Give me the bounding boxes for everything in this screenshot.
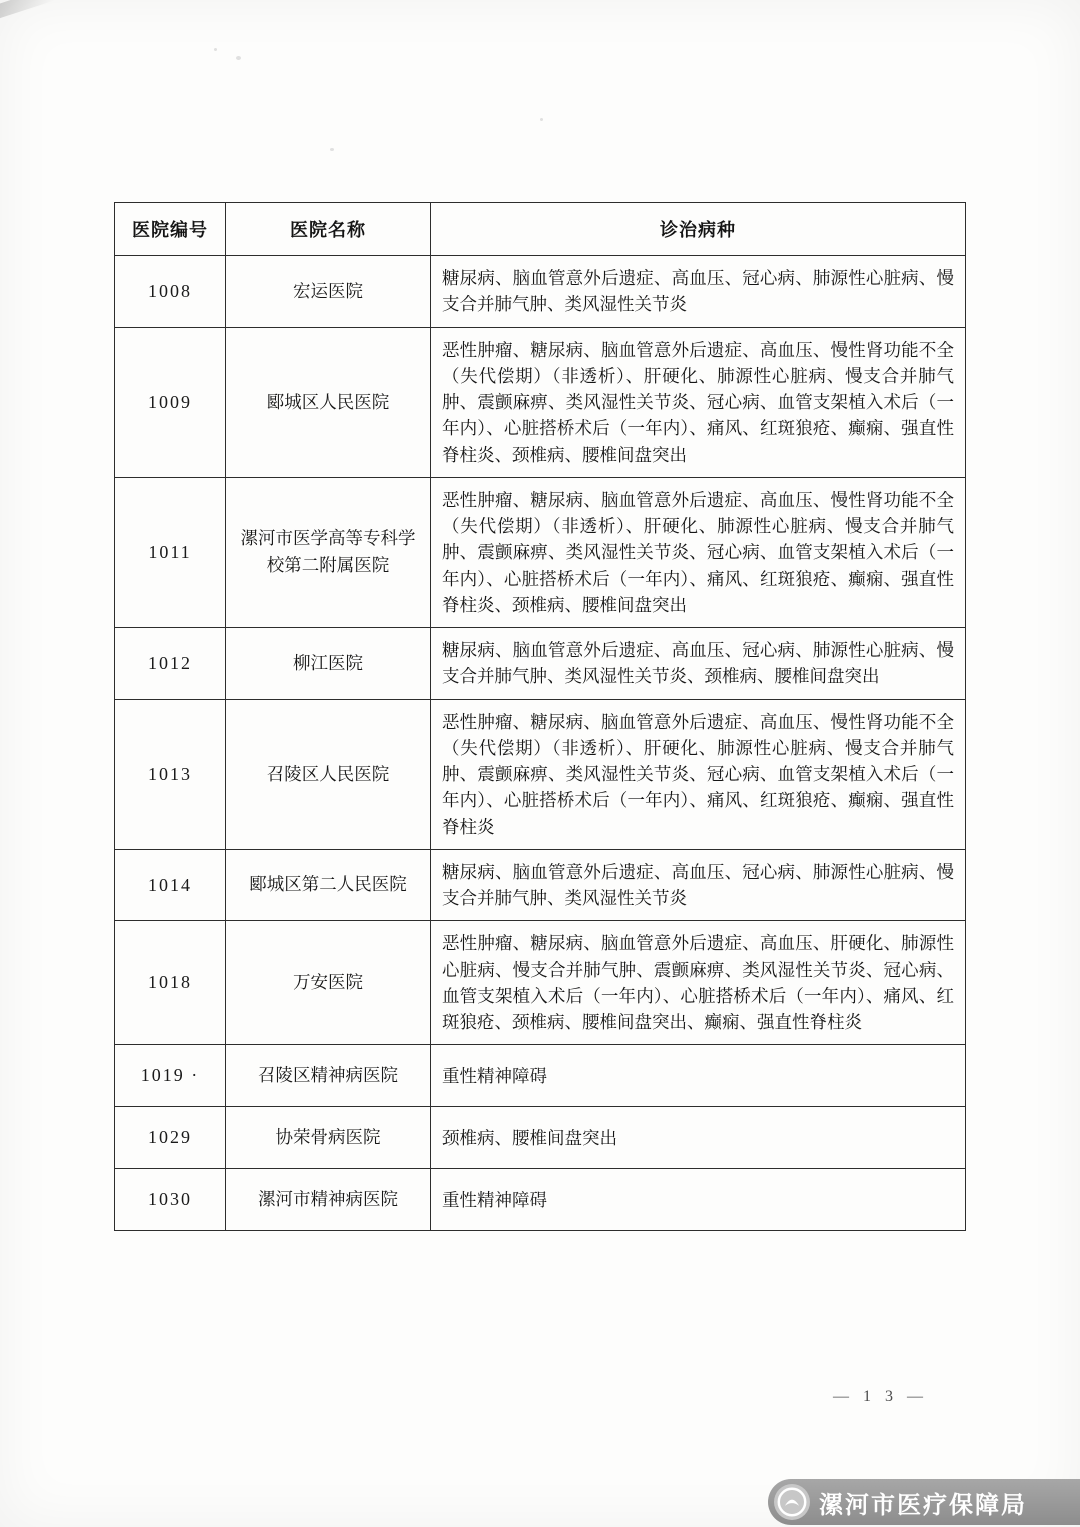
watermark-text: 漯河市医疗保障局 (819, 1491, 1027, 1519)
scan-speck (214, 48, 217, 51)
watermark-banner (768, 1479, 1080, 1525)
bureau-logo-icon (774, 1484, 810, 1520)
hospital-diseases: 恶性肿瘤、糖尿病、脑血管意外后遗症、高血压、肝硬化、肺源性心脏病、慢支合并肺气肿、震颤麻痹、类风湿性关节炎、冠心病、血管支架植入术后（一年内）、心脏搭桥术后（一年内）、痛风、红斑狼疮、颈椎病、腰椎间盘突出、癫痫、强直性脊柱炎 (431, 921, 966, 1045)
table-row (115, 1169, 966, 1231)
table-row (115, 849, 966, 921)
table-row (115, 1045, 966, 1107)
scan-speck (330, 148, 334, 151)
hospital-name: 召陵区人民医院 (226, 699, 431, 849)
table-row (115, 628, 966, 700)
hospital-diseases: 恶性肿瘤、糖尿病、脑血管意外后遗症、高血压、慢性肾功能不全（失代偿期）（非透析）、肝硬化、肺源性心脏病、慢支合并肺气肿、震颤麻痹、类风湿性关节炎、冠心病、血管支架植入术后（一年内）、心脏搭桥术后（一年内）、痛风、红斑狼疮、癫痫、强直性脊柱炎、颈椎病、腰椎间盘突出 (431, 327, 966, 477)
scan-speck (540, 118, 543, 121)
hospital-diseases: 恶性肿瘤、糖尿病、脑血管意外后遗症、高血压、慢性肾功能不全（失代偿期）（非透析）、肝硬化、肺源性心脏病、慢支合并肺气肿、震颤麻痹、类风湿性关节炎、冠心病、血管支架植入术后（一年内）、心脏搭桥术后（一年内）、痛风、红斑狼疮、癫痫、强直性脊柱炎 (431, 699, 966, 849)
hospital-code: 1014 (115, 849, 226, 921)
hospital-name: 漯河市医学高等专科学校第二附属医院 (226, 477, 431, 627)
table-row (115, 477, 966, 627)
hospital-code: 1029 (115, 1107, 226, 1169)
scan-crease (0, 0, 55, 19)
hospital-diseases-table (114, 202, 966, 1231)
hospital-name: 漯河市精神病医院 (226, 1169, 431, 1231)
hospital-diseases: 恶性肿瘤、糖尿病、脑血管意外后遗症、高血压、慢性肾功能不全（失代偿期）（非透析）、肝硬化、肺源性心脏病、慢支合并肺气肿、震颤麻痹、类风湿性关节炎、冠心病、血管支架植入术后（一年内）、心脏搭桥术后（一年内）、痛风、红斑狼疮、癫痫、强直性脊柱炎、颈椎病、腰椎间盘突出 (431, 477, 966, 627)
column-header-name: 医院名称 (226, 203, 431, 256)
hospital-code: 1009 (115, 327, 226, 477)
hospital-name: 郾城区人民医院 (226, 327, 431, 477)
hospital-diseases: 颈椎病、腰椎间盘突出 (431, 1107, 966, 1169)
table-row (115, 1107, 966, 1169)
table-row (115, 256, 966, 328)
hospital-code: 1013 (115, 699, 226, 849)
hospital-name: 万安医院 (226, 921, 431, 1045)
hospital-name: 协荣骨病医院 (226, 1107, 431, 1169)
hospital-code: 1030 (115, 1169, 226, 1231)
table-row (115, 327, 966, 477)
hospital-code: 1012 (115, 628, 226, 700)
hospital-code: 1018 (115, 921, 226, 1045)
table-row (115, 921, 966, 1045)
page-number: — 1 3 — (833, 1388, 928, 1405)
scan-speck (236, 56, 241, 60)
column-header-diseases: 诊治病种 (431, 203, 966, 256)
hospital-name: 宏运医院 (226, 256, 431, 328)
hospital-code: 1019 · (115, 1045, 226, 1107)
hospital-name: 柳江医院 (226, 628, 431, 700)
hospital-code: 1011 (115, 477, 226, 627)
hospital-name: 召陵区精神病医院 (226, 1045, 431, 1107)
hospital-diseases: 重性精神障碍 (431, 1169, 966, 1231)
table-header-row (115, 203, 966, 256)
hospital-name: 郾城区第二人民医院 (226, 849, 431, 921)
column-header-code: 医院编号 (115, 203, 226, 256)
hospital-diseases: 糖尿病、脑血管意外后遗症、高血压、冠心病、肺源性心脏病、慢支合并肺气肿、类风湿性关节炎 (431, 849, 966, 921)
table-row (115, 699, 966, 849)
hospital-diseases: 重性精神障碍 (431, 1045, 966, 1107)
hospital-code: 1008 (115, 256, 226, 328)
hospital-diseases: 糖尿病、脑血管意外后遗症、高血压、冠心病、肺源性心脏病、慢支合并肺气肿、类风湿性关节炎、颈椎病、腰椎间盘突出 (431, 628, 966, 700)
hospital-diseases: 糖尿病、脑血管意外后遗症、高血压、冠心病、肺源性心脏病、慢支合并肺气肿、类风湿性关节炎 (431, 256, 966, 328)
